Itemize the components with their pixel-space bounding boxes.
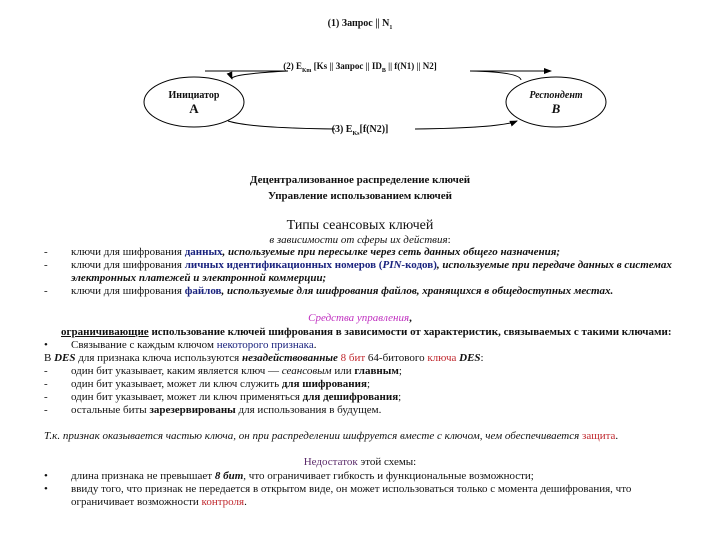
dash-bullet: -	[44, 391, 48, 403]
heading-distribution: Децентрализованное распределение ключей	[249, 174, 471, 186]
session-key-item: ключи для шифрования данных, используемые при пересылке через сеть данных общего назначения;	[71, 246, 561, 258]
message-1: (1) Запрос || $N_1$	[327, 18, 393, 31]
controls-bullet: Связывание с каждым ключом некоторого признака.	[71, 339, 317, 351]
responder-label: Респондент B	[529, 90, 583, 116]
dash-bullet: -	[44, 365, 48, 377]
bit-item: один бит указывает, может ли ключ применяться для дешифрования;	[71, 391, 402, 403]
note-line: Т.к. признак оказывается частью ключа, он при распределении шифруется вместе с ключом, чем обеспечивается защита.	[44, 430, 619, 442]
dot-bullet: •	[44, 470, 48, 482]
controls-lead: ограничивающие использование ключей шифрования в зависимости от характеристик, связываемых с такими ключами:	[61, 326, 672, 338]
dash-bullet: -	[44, 404, 48, 416]
session-keys-subtitle: в зависимости от сферы их действия:	[269, 234, 451, 246]
drawback-item: длина признака не превышает 8 бит, что ограничивает гибкость и функциональные возможности;	[71, 470, 534, 482]
message-3: (3) $E_{Ks}[f(N2)]$	[331, 124, 389, 137]
session-key-item: ключи для шифрования личных идентификационных номеров (PIN-кодов), используемые при передаче данных в системах	[71, 259, 672, 271]
dash-bullet: -	[44, 378, 48, 390]
dash-bullet: -	[44, 259, 48, 271]
controls-title: Средства управления,	[308, 312, 412, 324]
heading-usage: Управление использованием ключей	[268, 190, 452, 202]
bit-item: один бит указывает, может ли ключ служить для шифрования;	[71, 378, 370, 390]
dot-bullet: •	[44, 483, 48, 495]
session-key-item-cont: электронных платежей и электронной коммерции;	[71, 272, 327, 284]
drawback-item: ввиду того, что признак не передается в открытом виде, он может использоваться только с момента дешифрования, что	[71, 483, 632, 495]
dash-bullet: -	[44, 246, 48, 258]
message-2: (2) $E_{Кm}$ [Ks || Запрос || $ID_B$ || f(N1) || N2]	[283, 61, 437, 74]
bit-item: остальные биты зарезервированы для использования в будущем.	[71, 404, 382, 416]
drawback-item-cont: ограничивает возможности контроля.	[71, 496, 247, 508]
dot-bullet: •	[44, 339, 48, 351]
initiator-label: Инициатор A	[168, 90, 220, 116]
bit-item: один бит указывает, каким является ключ — сеансовым или главным;	[71, 365, 402, 377]
dash-bullet: -	[44, 285, 48, 297]
session-keys-title: Типы сеансовых ключей	[286, 218, 434, 233]
session-key-item: ключи для шифрования файлов, используемые для шифрования файлов, хранящихся в общедоступных местах.	[71, 285, 614, 297]
des-line: В DES для признака ключа используются незадействованные 8 бит 64-битового ключа DES:	[44, 352, 484, 364]
drawback-title: Недостаток этой схемы:	[303, 456, 417, 468]
